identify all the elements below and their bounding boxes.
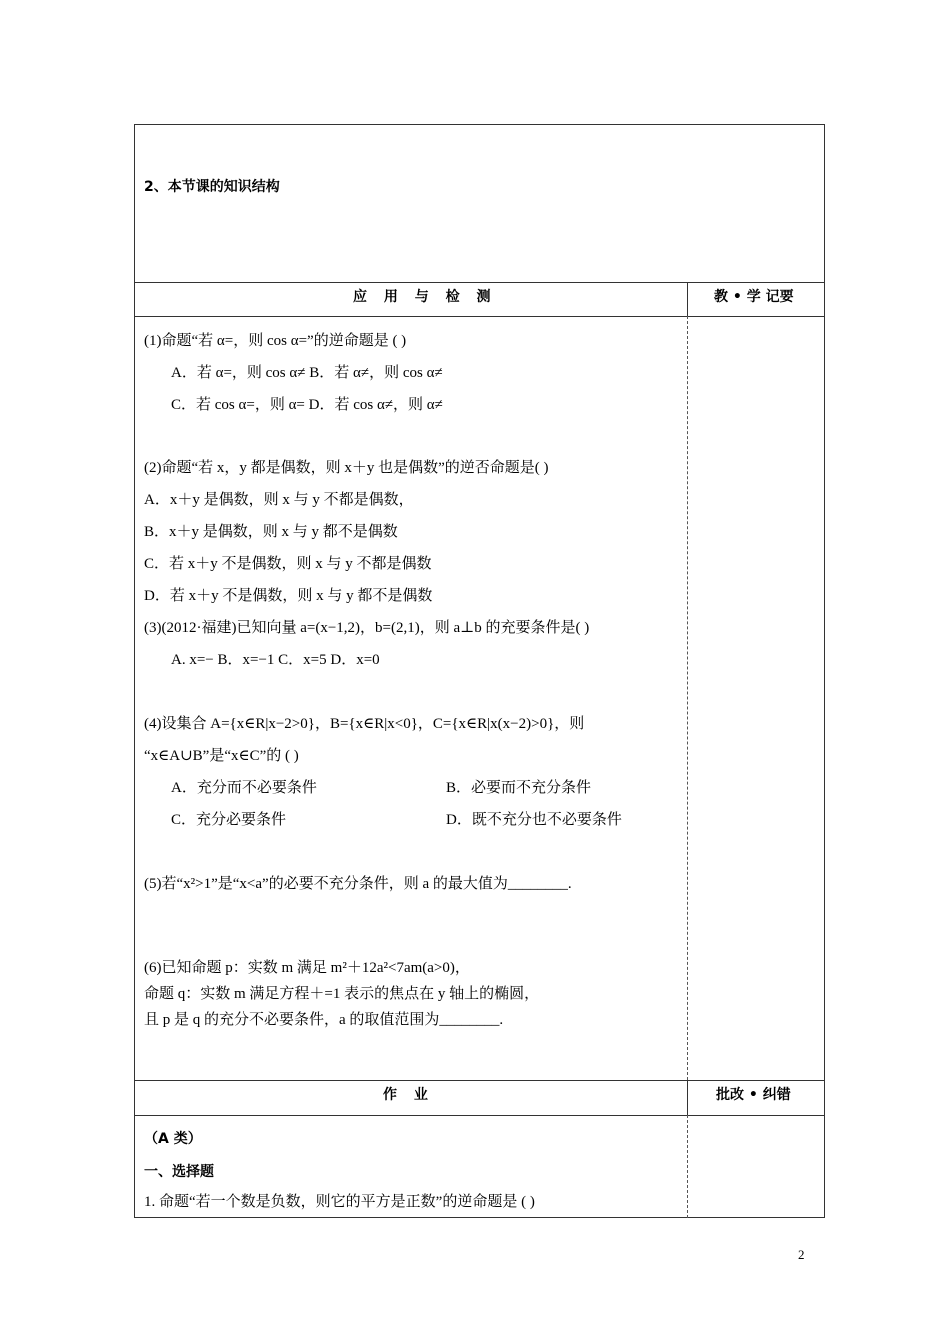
page-number: 2 [798, 1247, 805, 1262]
question-4-cont: “x∈A∪B”是“x∈C”的 ( ) [144, 748, 299, 764]
homework-section: 一、选择题 [144, 1164, 214, 1180]
question-6: (6)已知命题 p：实数 m 满足 m²＋12a²<7am(a>0)， [144, 960, 470, 976]
q4-option-d: D．既不充分也不必要条件 [446, 812, 622, 828]
q1-options-cd: C．若 cos α=，则 α= D．若 cos α≠，则 α≠ [171, 397, 443, 413]
q2-option-a: A．x＋y 是偶数，则 x 与 y 不都是偶数， [144, 492, 414, 508]
apply-header: 应 用 与 检 测 [353, 289, 497, 305]
q4-option-b: B．必要而不充分条件 [446, 780, 592, 796]
row-divider-2 [135, 316, 824, 317]
q1-options-ab: A．若 α=，则 cos α≠ B．若 α≠，则 cos α≠ [171, 365, 443, 381]
document-table [134, 124, 825, 1218]
notes-column-separator-1 [687, 316, 688, 1080]
notes-header: 教 • 学 记要 [714, 289, 794, 305]
q2-option-b: B．x＋y 是偶数，则 x 与 y 都不是偶数 [144, 524, 398, 540]
row-divider-3 [135, 1080, 824, 1081]
q4-option-a: A．充分而不必要条件 [171, 780, 317, 796]
q2-option-c: C．若 x＋y 不是偶数，则 x 与 y 不都是偶数 [144, 556, 432, 572]
question-4: (4)设集合 A={x∈R|x−2>0}，B={x∈R|x<0}，C={x∈R|x(x−2)>0}，则 [144, 716, 585, 732]
notes-column-separator-2 [687, 1115, 688, 1218]
header-separator-1 [687, 282, 688, 316]
question-6-cont-2: 且 p 是 q 的充分不必要条件，a 的取值范围为________. [144, 1012, 504, 1028]
question-5: (5)若“x²>1”是“x<a”的必要不充分条件，则 a 的最大值为________. [144, 876, 572, 892]
question-1: (1)命题“若 α=，则 cos α=”的逆命题是 ( ) [144, 333, 407, 349]
question-2: (2)命题“若 x，y 都是偶数，则 x＋y 也是偶数”的逆否命题是( ) [144, 460, 549, 476]
question-6-cont-1: 命题 q：实数 m 满足方程＋=1 表示的焦点在 y 轴上的椭圆， [144, 986, 540, 1002]
row-divider-1 [135, 282, 824, 283]
q2-option-d: D．若 x＋y 不是偶数，则 x 与 y 都不是偶数 [144, 588, 433, 604]
q3-options: A. x=− B．x=−1 C．x=5 D．x=0 [171, 652, 380, 668]
q4-option-c: C．充分必要条件 [171, 812, 287, 828]
row-divider-4 [135, 1115, 824, 1116]
question-3: (3)(2012·福建)已知向量 a=(x−1,2)，b=(2,1)，则 a⊥b 的充要条件是( ) [144, 620, 590, 636]
homework-question-1: 1. 命题“若一个数是负数，则它的平方是正数”的逆命题是 ( ) [144, 1194, 535, 1210]
section-title: 2、本节课的知识结构 [144, 179, 280, 195]
homework-header: 作 业 [383, 1087, 434, 1103]
homework-category: （A 类） [144, 1131, 202, 1147]
grading-header: 批改 • 纠错 [716, 1087, 791, 1103]
header-separator-2 [687, 1080, 688, 1115]
